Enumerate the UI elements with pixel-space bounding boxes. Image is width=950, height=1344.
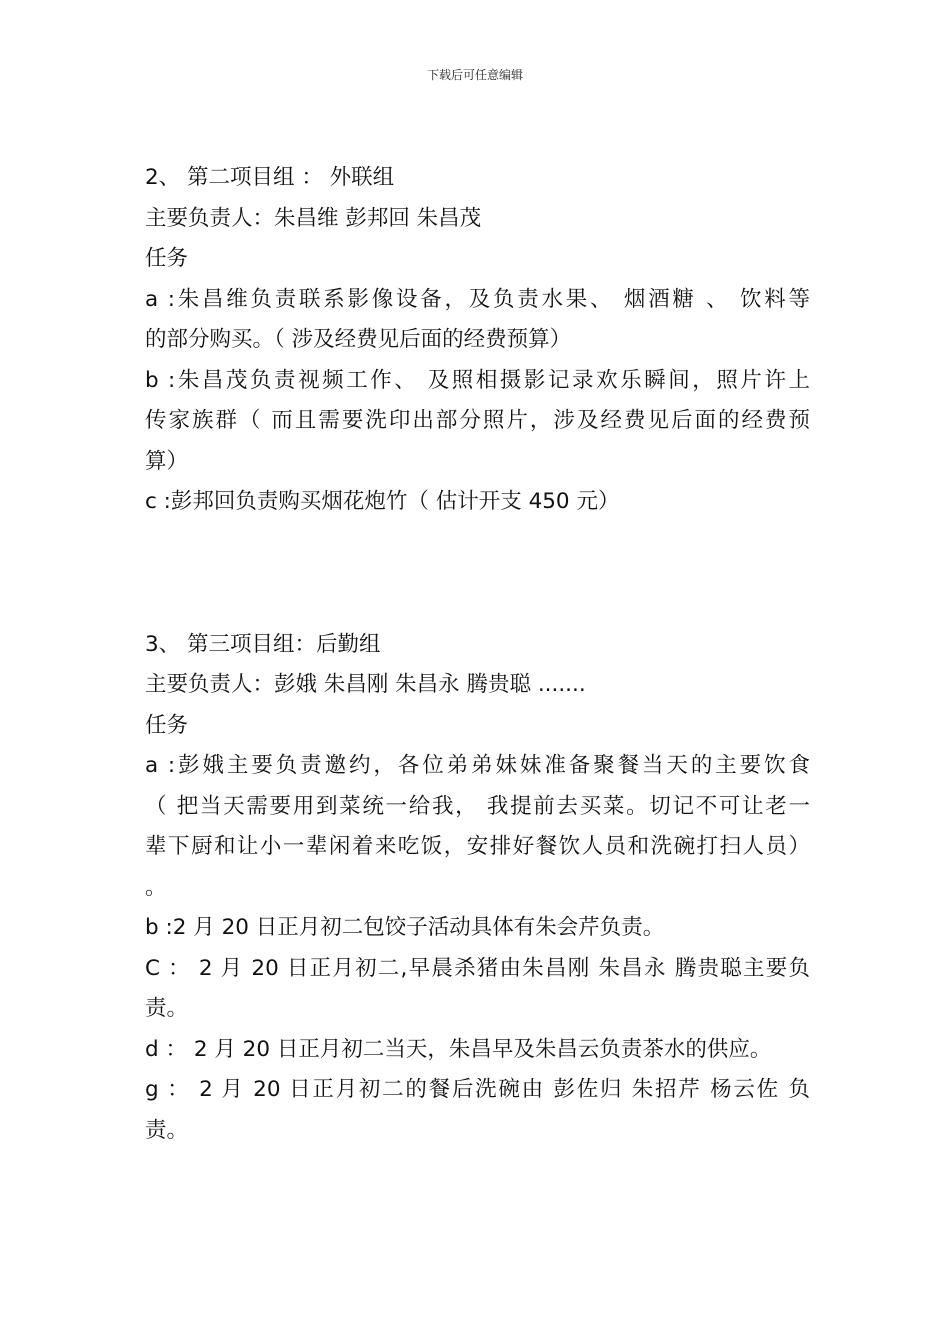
section-title: 3、 第三项目组：后勤组	[145, 631, 381, 657]
task-line: g ： 2 月 20 日正月初二的餐后洗碗由 彭佐归 朱招芹 杨云佐 负	[145, 1077, 810, 1102]
section-leaders: 主要负责人：彭娥 朱昌刚 朱昌永 腾贵聪 .......	[145, 672, 586, 697]
task-label: 任务	[145, 712, 189, 738]
task-line: a :彭娥主要负责邀约，各位弟弟妹妹准备聚餐当天的主要饮食	[145, 753, 810, 778]
task-line: c :彭邦回负责购买烟花炮竹（ 估计开支 450 元）	[145, 489, 620, 514]
task-line: 的部分购买。（ 涉及经费见后面的经费预算）	[145, 327, 572, 352]
document-body	[145, 158, 810, 1151]
task-line: b :2 月 20 日正月初二包饺子活动具体有朱会芹负责。	[145, 915, 665, 940]
task-line: 算）	[145, 448, 189, 474]
task-line: 责。	[145, 1117, 189, 1143]
task-line: C ： 2 月 20 日正月初二,早晨杀猪由朱昌刚 朱昌永 腾贵聪主要负	[145, 955, 810, 981]
section-logistics	[145, 625, 810, 1152]
section-title: 2、 第二项目组 ： 外联组	[145, 165, 395, 190]
section-external-liaison	[145, 158, 810, 523]
page-header: 下载后可任意编辑	[426, 68, 523, 82]
section-spacer	[145, 523, 810, 625]
task-line: 传家族群（ 而且需要洗印出部分照片，涉及经费见后面的经费预	[145, 408, 810, 433]
task-line: （ 把当天需要用到菜统一给我， 我提前去买菜。切记不可让老一	[145, 793, 810, 819]
section-leaders: 主要负责人：朱昌维 彭邦回 朱昌茂	[145, 205, 482, 231]
task-line: 责。	[145, 996, 189, 1021]
task-line: b :朱昌茂负责视频工作、 及照相摄影记录欢乐瞬间，照片许上	[145, 367, 810, 393]
task-line: 辈下厨和让小一辈闲着来吃饭，安排好餐饮人员和洗碗打扫人员）	[145, 834, 810, 859]
task-line: 。	[145, 874, 167, 900]
task-line: d ： 2 月 20 日正月初二当天，朱昌早及朱昌云负责茶水的供应。	[145, 1036, 772, 1062]
task-line: a :朱昌维负责联系影像设备，及负责水果、 烟酒糖 、 饮料等	[145, 286, 810, 312]
task-label: 任务	[145, 246, 189, 271]
